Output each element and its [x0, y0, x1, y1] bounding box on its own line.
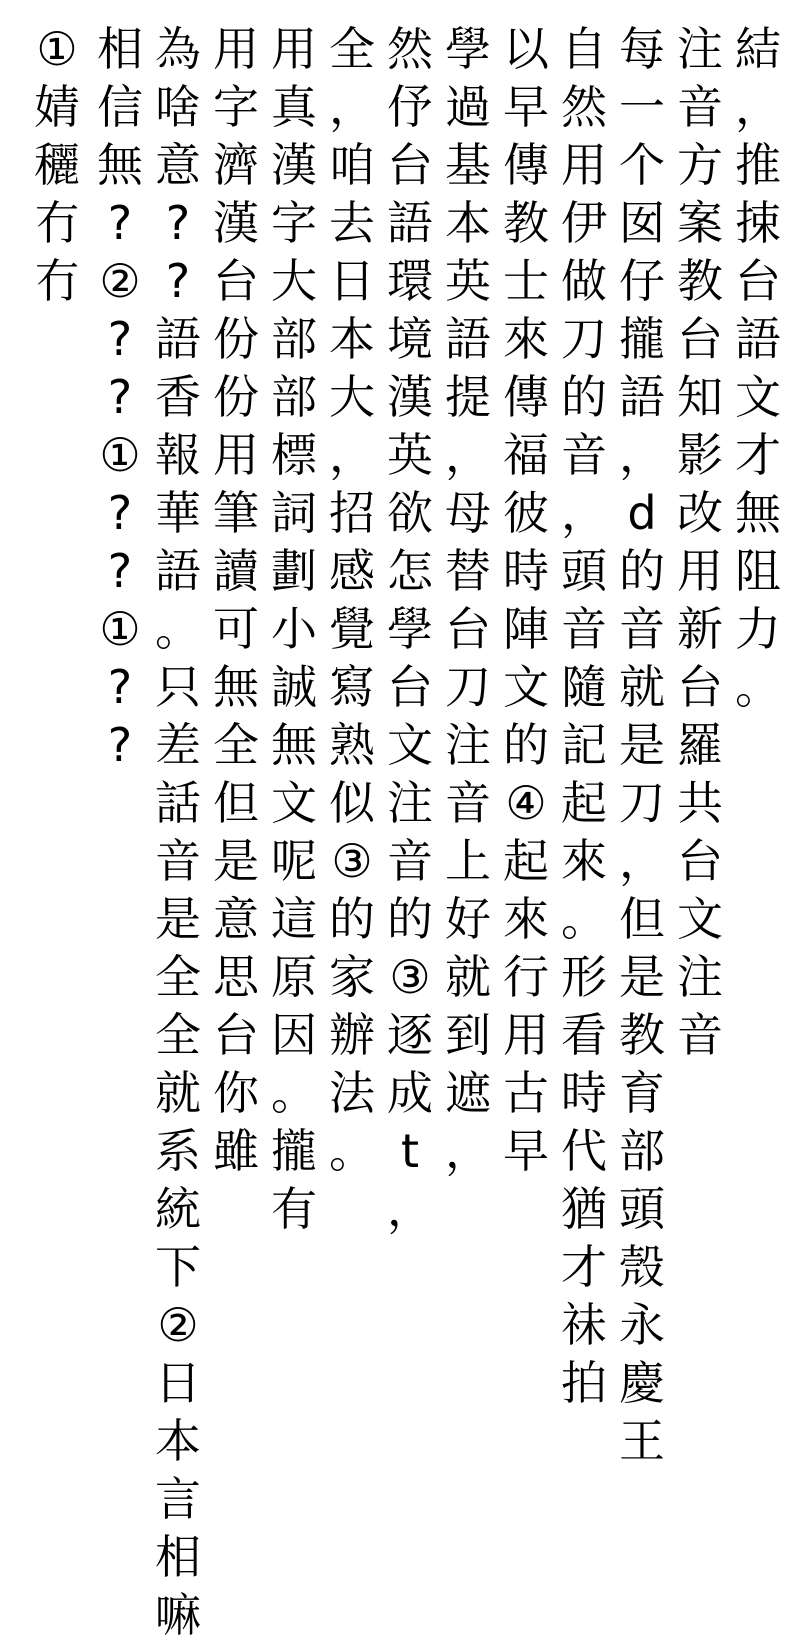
glyph: 刀: [445, 660, 491, 714]
glyph: 記: [561, 718, 607, 772]
glyph: 形: [561, 950, 607, 1004]
glyph: 祙: [561, 1298, 607, 1352]
glyph: 然: [561, 80, 607, 134]
glyph: 逐: [387, 1008, 433, 1062]
glyph: 熟: [329, 718, 375, 772]
glyph: 攏: [619, 312, 665, 366]
glyph: 全: [155, 1008, 201, 1062]
glyph: 可: [213, 602, 259, 656]
glyph: 音: [445, 776, 491, 830]
glyph: 文: [503, 660, 549, 714]
glyph: 結: [735, 22, 781, 76]
glyph: 行: [503, 950, 549, 1004]
glyph: 台: [387, 138, 433, 192]
glyph: 冇: [34, 254, 80, 308]
text-column-3: [613, 20, 671, 1470]
text-column-11: [149, 20, 207, 1644]
glyph: 每: [619, 22, 665, 76]
glyph: t: [400, 1124, 420, 1178]
glyph: 音: [155, 834, 201, 888]
glyph: 下: [155, 1240, 201, 1294]
glyph: 做: [561, 254, 607, 308]
glyph: 時: [503, 544, 549, 598]
glyph: 意: [155, 138, 201, 192]
glyph: 思: [213, 950, 259, 1004]
glyph: 雖: [213, 1124, 259, 1178]
text-column-7: [381, 20, 439, 1238]
glyph: 教: [677, 254, 723, 308]
glyph: 教: [503, 196, 549, 250]
glyph: 到: [445, 1008, 491, 1062]
glyph: 台: [387, 660, 433, 714]
glyph: 來: [503, 892, 549, 946]
glyph: ?: [107, 486, 133, 540]
glyph: 用: [503, 1008, 549, 1062]
glyph: 起: [561, 776, 607, 830]
glyph: 台: [677, 834, 723, 888]
glyph: 。: [561, 892, 607, 946]
glyph: 刀: [561, 312, 607, 366]
glyph: 隨: [561, 660, 607, 714]
glyph: 語: [155, 544, 201, 598]
glyph: 香: [155, 370, 201, 424]
glyph: 猶: [561, 1182, 607, 1236]
glyph: ?: [165, 196, 191, 250]
glyph: 新: [677, 602, 723, 656]
glyph: 拍: [561, 1356, 607, 1410]
glyph: 遮: [445, 1066, 491, 1120]
glyph: 欲: [387, 486, 433, 540]
glyph: ?: [107, 196, 133, 250]
glyph: 大: [271, 254, 317, 308]
glyph: 漢: [213, 196, 259, 250]
glyph: 的: [387, 892, 433, 946]
glyph: 部: [271, 312, 317, 366]
glyph: 境: [387, 312, 433, 366]
glyph: ①: [99, 428, 141, 482]
glyph: 提: [445, 370, 491, 424]
glyph: 為: [155, 22, 201, 76]
glyph: 學: [387, 602, 433, 656]
glyph: ②: [157, 1298, 199, 1352]
text-column-12: [91, 20, 149, 774]
glyph: 福: [503, 428, 549, 482]
glyph: 筆: [213, 486, 259, 540]
glyph: 台: [677, 312, 723, 366]
glyph: 日: [329, 254, 375, 308]
glyph: 看: [561, 1008, 607, 1062]
glyph: 話: [155, 776, 201, 830]
glyph: 冇: [34, 196, 80, 250]
glyph: d: [627, 486, 657, 540]
glyph: 是: [213, 834, 259, 888]
glyph: 捒: [735, 196, 781, 250]
glyph: 意: [213, 892, 259, 946]
glyph: 力: [735, 602, 781, 656]
text-column-9: [265, 20, 323, 1238]
text-column-5: [497, 20, 555, 1180]
text-column-8: [323, 20, 381, 1180]
glyph: 去: [329, 196, 375, 250]
glyph: 囡: [619, 196, 665, 250]
glyph: 是: [155, 892, 201, 946]
glyph: 語: [445, 312, 491, 366]
glyph: 以: [503, 22, 549, 76]
glyph: 台: [213, 1008, 259, 1062]
glyph: ③: [389, 950, 431, 1004]
glyph: 無: [97, 138, 143, 192]
glyph: 注: [677, 22, 723, 76]
glyph: 真: [271, 80, 317, 134]
glyph: ，: [619, 834, 665, 888]
glyph: 的: [503, 718, 549, 772]
glyph: 起: [503, 834, 549, 888]
glyph: 慶: [619, 1356, 665, 1410]
glyph: 用: [213, 22, 259, 76]
glyph: 婧: [34, 80, 80, 134]
glyph: 招: [329, 486, 375, 540]
glyph: 彼: [503, 486, 549, 540]
glyph: 原: [271, 950, 317, 1004]
glyph: 言: [155, 1472, 201, 1526]
glyph: 个: [619, 138, 665, 192]
glyph: 感: [329, 544, 375, 598]
glyph: 統: [155, 1182, 201, 1236]
glyph: 殼: [619, 1240, 665, 1294]
glyph: 注: [387, 776, 433, 830]
glyph: 只: [155, 660, 201, 714]
glyph: ①: [36, 22, 78, 76]
glyph: 仔: [619, 254, 665, 308]
text-column-6: [439, 20, 497, 1180]
glyph: 的: [619, 544, 665, 598]
glyph: 音: [677, 1008, 723, 1062]
glyph: 。: [735, 660, 781, 714]
text-column-10: [207, 20, 265, 1180]
glyph: 台: [445, 602, 491, 656]
glyph: 母: [445, 486, 491, 540]
glyph: 。: [271, 1066, 317, 1120]
glyph: 是: [619, 950, 665, 1004]
glyph: 全: [329, 22, 375, 76]
glyph: ，: [445, 1124, 491, 1178]
glyph: 傳: [503, 370, 549, 424]
glyph: 攏: [271, 1124, 317, 1178]
glyph: 字: [271, 196, 317, 250]
glyph: 環: [387, 254, 433, 308]
glyph: ，: [619, 428, 665, 482]
glyph: 寫: [329, 660, 375, 714]
glyph: 華: [155, 486, 201, 540]
glyph: 語: [619, 370, 665, 424]
glyph: 陣: [503, 602, 549, 656]
glyph: 無: [213, 660, 259, 714]
glyph: 漢: [271, 138, 317, 192]
glyph: 改: [677, 486, 723, 540]
glyph: 羅: [677, 718, 723, 772]
glyph: 用: [677, 544, 723, 598]
glyph: 就: [619, 660, 665, 714]
glyph: 替: [445, 544, 491, 598]
glyph: 注: [677, 950, 723, 1004]
glyph: 代: [561, 1124, 607, 1178]
glyph: 但: [619, 892, 665, 946]
glyph: 文: [735, 370, 781, 424]
glyph: 呢: [271, 834, 317, 888]
glyph: 刀: [619, 776, 665, 830]
glyph: 劃: [271, 544, 317, 598]
glyph: 音: [677, 80, 723, 134]
glyph: ，: [735, 80, 781, 134]
glyph: 濟: [213, 138, 259, 192]
glyph: 份: [213, 370, 259, 424]
glyph: ?: [107, 544, 133, 598]
glyph: ?: [107, 370, 133, 424]
glyph: 知: [677, 370, 723, 424]
glyph: 語: [155, 312, 201, 366]
glyph: 推: [735, 138, 781, 192]
glyph: 是: [619, 718, 665, 772]
glyph: 漢: [387, 370, 433, 424]
glyph: 文: [271, 776, 317, 830]
glyph: 全: [155, 950, 201, 1004]
glyph: 怎: [387, 544, 433, 598]
glyph: 的: [329, 892, 375, 946]
glyph: 語: [387, 196, 433, 250]
glyph: 相: [97, 22, 143, 76]
glyph: ，: [445, 428, 491, 482]
glyph: 然: [387, 22, 433, 76]
glyph: ，: [387, 1182, 433, 1236]
glyph: 士: [503, 254, 549, 308]
glyph: 音: [387, 834, 433, 888]
glyph: 音: [619, 602, 665, 656]
glyph: 全: [213, 718, 259, 772]
glyph: ?: [165, 254, 191, 308]
glyph: ?: [107, 312, 133, 366]
glyph: 啥: [155, 80, 201, 134]
glyph: 你: [213, 1066, 259, 1120]
glyph: 語: [735, 312, 781, 366]
glyph: 教: [619, 1008, 665, 1062]
glyph: 英: [445, 254, 491, 308]
glyph: 本: [445, 196, 491, 250]
glyph: 音: [561, 602, 607, 656]
glyph: 過: [445, 80, 491, 134]
glyph: 才: [561, 1240, 607, 1294]
glyph: 相: [155, 1530, 201, 1584]
glyph: 。: [155, 602, 201, 656]
glyph: 系: [155, 1124, 201, 1178]
glyph: 本: [329, 312, 375, 366]
glyph: 伊: [561, 196, 607, 250]
glyph: 英: [387, 428, 433, 482]
text-column-13: [28, 20, 86, 310]
glyph: 部: [619, 1124, 665, 1178]
glyph: ?: [107, 718, 133, 772]
glyph: 台: [213, 254, 259, 308]
glyph: 台: [735, 254, 781, 308]
glyph: ④: [505, 776, 547, 830]
glyph: 本: [155, 1414, 201, 1468]
glyph: 大: [329, 370, 375, 424]
glyph: ①: [99, 602, 141, 656]
glyph: 基: [445, 138, 491, 192]
glyph: 台: [677, 660, 723, 714]
glyph: 但: [213, 776, 259, 830]
glyph: 似: [329, 776, 375, 830]
glyph: 用: [561, 138, 607, 192]
glyph: 就: [445, 950, 491, 1004]
glyph: ③: [331, 834, 373, 888]
glyph: 差: [155, 718, 201, 772]
glyph: 上: [445, 834, 491, 888]
glyph: 文: [387, 718, 433, 772]
glyph: 方: [677, 138, 723, 192]
glyph: 有: [271, 1182, 317, 1236]
text-column-4: [555, 20, 613, 1412]
glyph: 日: [155, 1356, 201, 1410]
glyph: 標: [271, 428, 317, 482]
glyph: 信: [97, 80, 143, 134]
glyph: 王: [619, 1414, 665, 1468]
glyph: 傳: [503, 138, 549, 192]
glyph: 家: [329, 950, 375, 1004]
glyph: 因: [271, 1008, 317, 1062]
glyph: 無: [271, 718, 317, 772]
glyph: 詞: [271, 486, 317, 540]
glyph: 字: [213, 80, 259, 134]
glyph: 這: [271, 892, 317, 946]
glyph: 永: [619, 1298, 665, 1352]
glyph: 早: [503, 1124, 549, 1178]
glyph: 成: [387, 1066, 433, 1120]
glyph: ，: [329, 80, 375, 134]
glyph: 穲: [34, 138, 80, 192]
glyph: 誠: [271, 660, 317, 714]
glyph: 早: [503, 80, 549, 134]
glyph: 案: [677, 196, 723, 250]
glyph: 用: [271, 22, 317, 76]
glyph: 。: [329, 1124, 375, 1178]
glyph: 學: [445, 22, 491, 76]
glyph: ，: [329, 428, 375, 482]
glyph: 頭: [561, 544, 607, 598]
glyph: 注: [445, 718, 491, 772]
glyph: 音: [561, 428, 607, 482]
glyph: 來: [561, 834, 607, 888]
text-column-1: [729, 20, 787, 716]
glyph: 阻: [735, 544, 781, 598]
glyph: 一: [619, 80, 665, 134]
glyph: 才: [735, 428, 781, 482]
glyph: 部: [271, 370, 317, 424]
glyph: 自: [561, 22, 607, 76]
glyph: 無: [735, 486, 781, 540]
glyph: 好: [445, 892, 491, 946]
glyph: ?: [107, 660, 133, 714]
glyph: ②: [99, 254, 141, 308]
glyph: 辦: [329, 1008, 375, 1062]
glyph: 伃: [387, 80, 433, 134]
glyph: 文: [677, 892, 723, 946]
glyph: 法: [329, 1066, 375, 1120]
glyph: 小: [271, 602, 317, 656]
glyph: 育: [619, 1066, 665, 1120]
glyph: 就: [155, 1066, 201, 1120]
glyph: 讀: [213, 544, 259, 598]
glyph: 的: [561, 370, 607, 424]
glyph: 頭: [619, 1182, 665, 1236]
glyph: 古: [503, 1066, 549, 1120]
glyph: 嘛: [155, 1588, 201, 1642]
glyph: 影: [677, 428, 723, 482]
glyph: 份: [213, 312, 259, 366]
glyph: 用: [213, 428, 259, 482]
glyph: ，: [561, 486, 607, 540]
glyph: 報: [155, 428, 201, 482]
text-column-2: [671, 20, 729, 1064]
glyph: 來: [503, 312, 549, 366]
glyph: 咱: [329, 138, 375, 192]
glyph: 共: [677, 776, 723, 830]
glyph: 時: [561, 1066, 607, 1120]
glyph: 覺: [329, 602, 375, 656]
